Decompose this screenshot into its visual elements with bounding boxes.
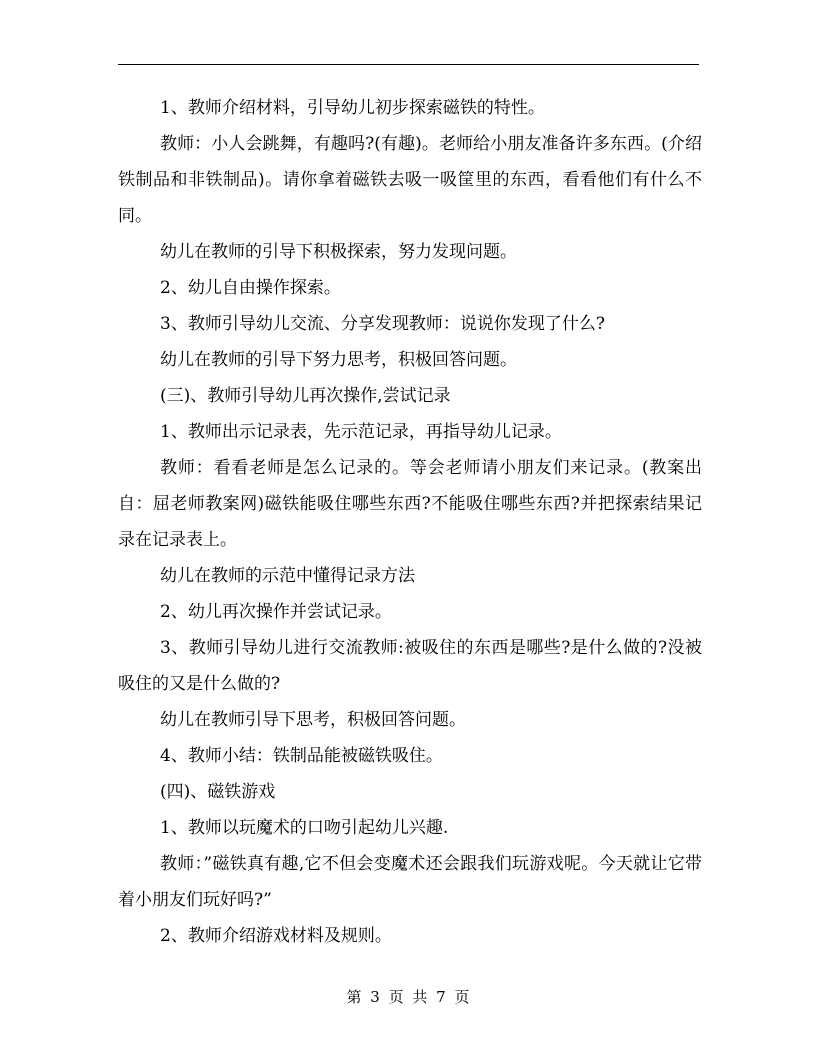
paragraph: 教师：小人会跳舞，有趣吗?(有趣)。老师给小朋友准备许多东西。(介绍铁制品和非铁制品)。请你拿着磁铁去吸一吸筐里的东西，看看他们有什么不同。 [118, 134, 702, 226]
header-rule [118, 64, 699, 65]
paragraph: 1、教师以玩魔术的口吻引起幼儿兴趣. [160, 818, 449, 838]
paragraph: 4、教师小结：铁制品能被磁铁吸住。 [160, 746, 443, 766]
paragraph: 2、幼儿自由操作探索。 [160, 278, 341, 298]
paragraph: 1、教师介绍材料，引导幼儿初步探索磁铁的特性。 [160, 98, 545, 118]
paragraph: 2、教师介绍游戏材料及规则。 [160, 926, 392, 946]
paragraph: 2、幼儿再次操作并尝试记录。 [160, 602, 392, 622]
paragraph: 教师：”磁铁真有趣,它不但会变魔术还会跟我们玩游戏呢。今天就让它带着小朋友们玩好吗?” [118, 854, 702, 910]
page-number: 第 3 页 共 7 页 [346, 988, 470, 1006]
paragraph: 3、教师引导幼儿进行交流教师:被吸住的东西是哪些?是什么做的?没被吸住的又是什么做的? [118, 638, 702, 694]
paragraph: 教师：看看老师是怎么记录的。等会老师请小朋友们来记录。(教案出自：屈老师教案网)磁铁能吸住哪些东西?不能吸住哪些东西?并把探索结果记录在记录表上。 [118, 458, 702, 550]
section-heading: (三)、教师引导幼儿再次操作,尝试记录 [160, 386, 451, 406]
paragraph: 1、教师出示记录表，先示范记录，再指导幼儿记录。 [160, 422, 562, 442]
document-body [118, 90, 702, 954]
paragraph: 幼儿在教师的引导下努力思考，积极回答问题。 [160, 350, 517, 370]
paragraph: 幼儿在教师的引导下积极探索，努力发现问题。 [160, 242, 517, 262]
paragraph: 3、教师引导幼儿交流、分享发现教师：说说你发现了什么? [160, 314, 605, 334]
paragraph: 幼儿在教师的示范中懂得记录方法 [160, 566, 415, 586]
section-heading: (四)、磁铁游戏 [160, 782, 276, 802]
paragraph: 幼儿在教师引导下思考，积极回答问题。 [160, 710, 466, 730]
